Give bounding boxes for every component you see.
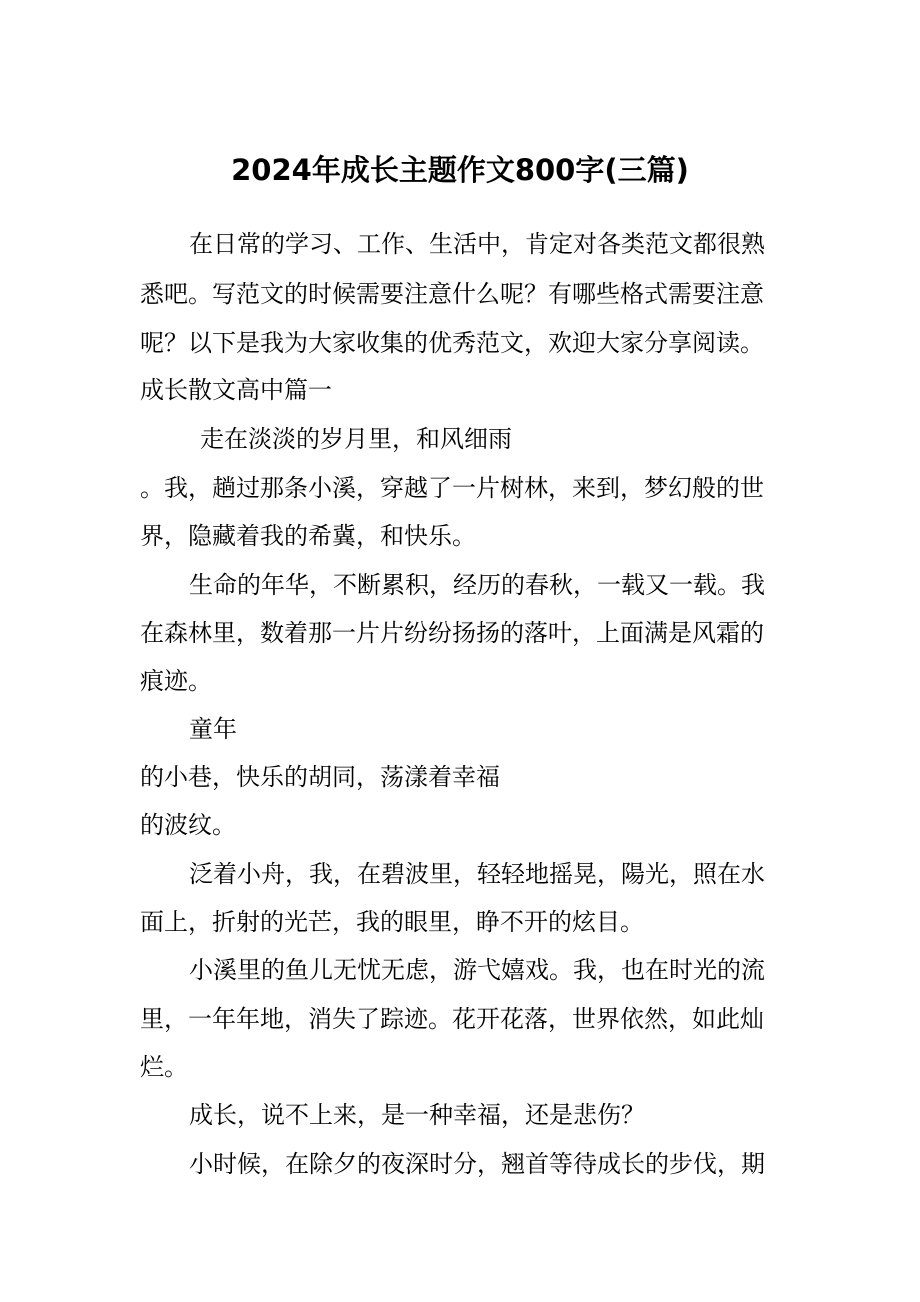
paragraph-line: 痕迹。 (140, 667, 212, 695)
paragraph-line: 悉吧。写范文的时候需要注意什么呢？有哪些格式需要注意 (140, 280, 764, 308)
paragraph-line: 的波纹。 (140, 811, 236, 839)
paragraph-line: 在森林里，数着那一片片纷纷扬扬的落叶，上面满是风霜的 (140, 619, 764, 647)
paragraph-line: 小时候，在除夕的夜深时分，翘首等待成长的步伐，期 (189, 1150, 765, 1178)
paragraph-line: 在日常的学习、工作、生活中，肯定对各类范文都很熟 (189, 230, 765, 258)
paragraph-line: 。我，趟过那条小溪，穿越了一片树林，来到，梦幻般的世 (140, 474, 764, 502)
paragraph-line: 泛着小舟，我，在碧波里，轻轻地摇晃，陽光，照在水 (189, 860, 765, 888)
paragraph-line: 生命的年华，不断累积，经历的春秋，一载又一载。我 (189, 571, 765, 599)
paragraph-line: 小溪里的鱼儿无忧无虑，游弋嬉戏。我，也在时光的流 (189, 956, 765, 984)
paragraph-line: 里，一年年地，消失了踪迹。花开花落，世界依然，如此灿 (140, 1005, 764, 1033)
paragraph-line: 界，隐藏着我的希冀，和快乐。 (140, 522, 476, 550)
paragraph-line: 的小巷，快乐的胡同，荡漾着幸福 (140, 763, 500, 791)
paragraph-line: 烂。 (140, 1053, 188, 1081)
paragraph-line: 成长，说不上来，是一种幸福，还是悲伤？ (189, 1101, 645, 1129)
paragraph-line: 走在淡淡的岁月里，和风细雨 (200, 425, 512, 453)
section-heading: 成长散文高中篇一 (140, 376, 332, 404)
paragraph-line: 呢？以下是我为大家收集的优秀范文，欢迎大家分享阅读。 (140, 329, 764, 357)
document-title: 2024年成长主题作文800字(三篇) (231, 153, 689, 187)
paragraph-line: 童年 (189, 715, 237, 743)
paragraph-line: 面上，折射的光芒，我的眼里，睁不开的炫目。 (140, 908, 644, 936)
